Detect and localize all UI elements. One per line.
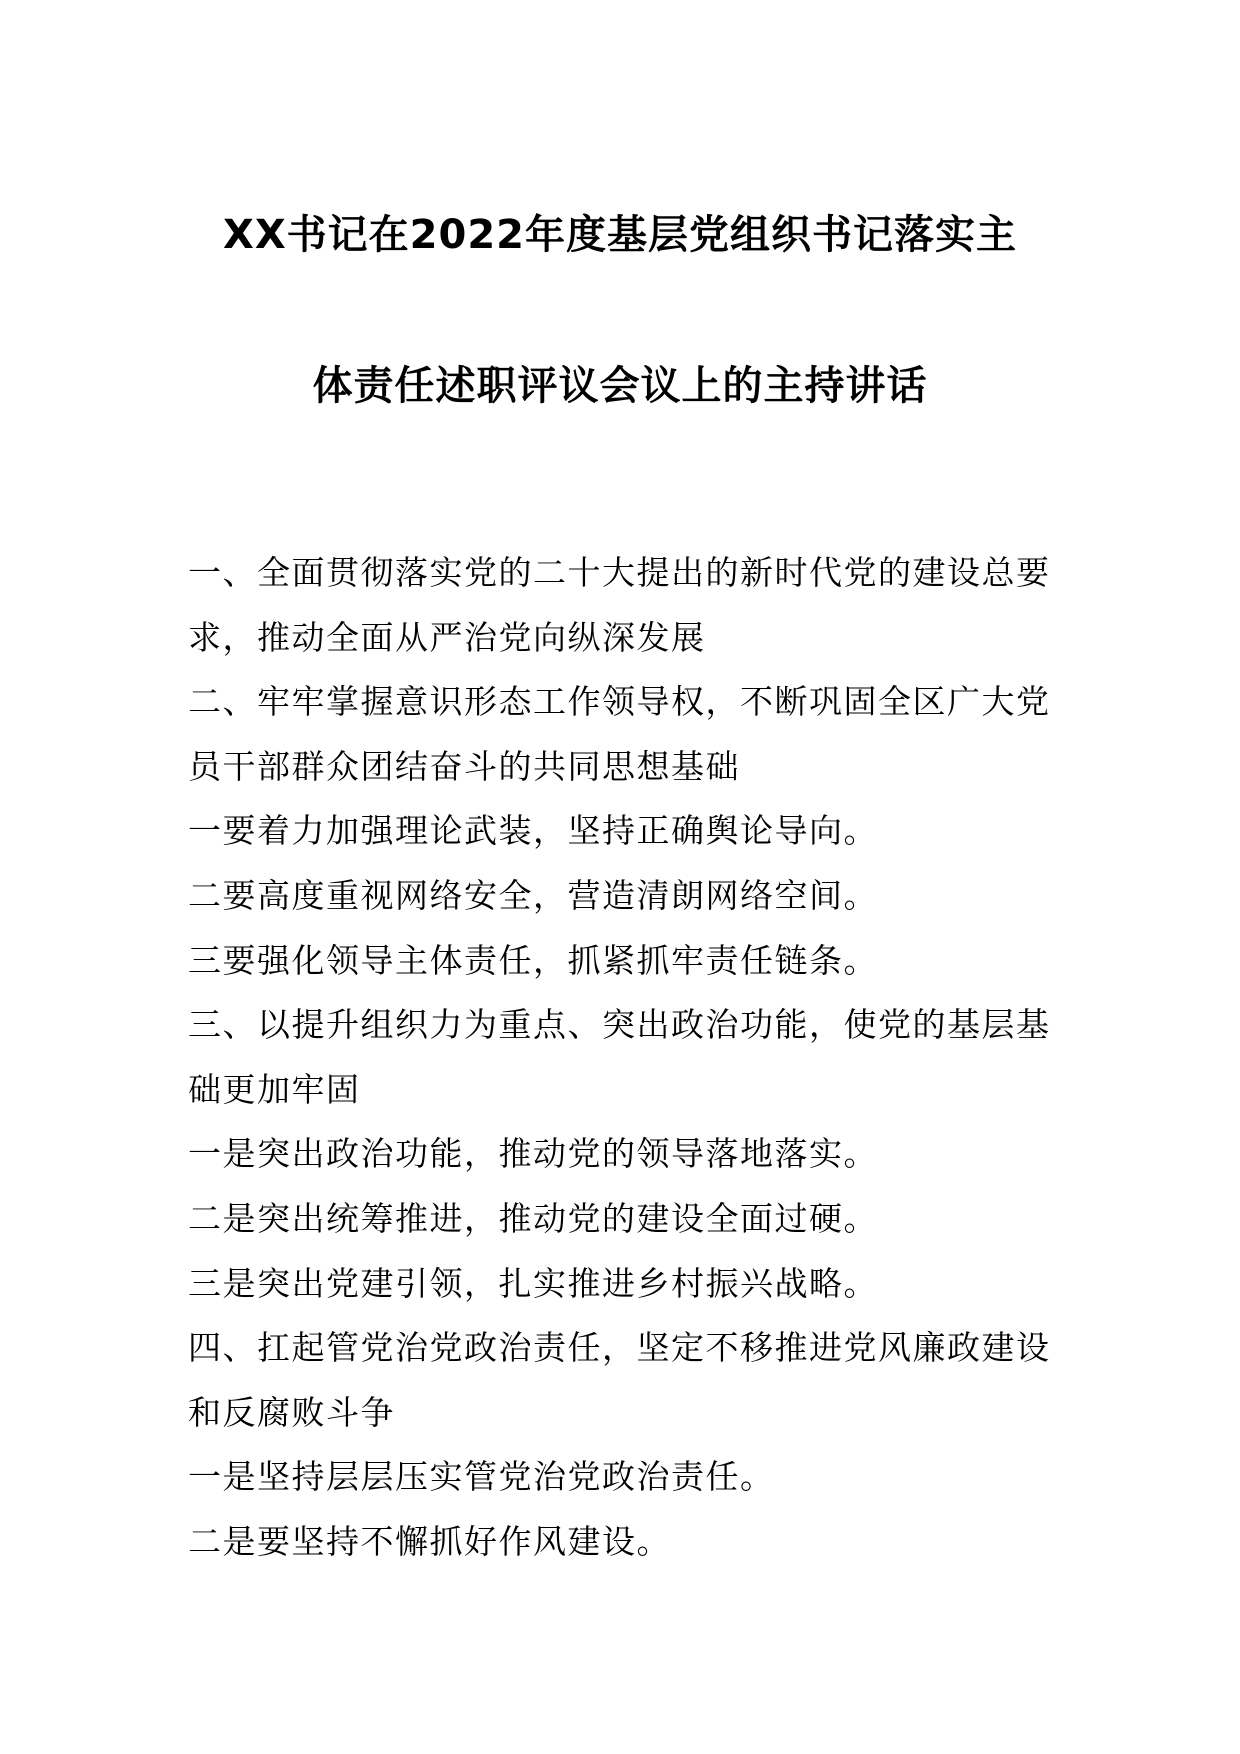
list-item: 二是要坚持不懈抓好作风建设。 bbox=[188, 1521, 671, 1561]
list-item: 三是突出党建引领，扎实推进乡村振兴战略。 bbox=[188, 1263, 878, 1303]
section-heading-3: 三、以提升组织力为重点、突出政治功能，使党的基层基础更加牢固 bbox=[188, 1005, 1051, 1109]
list-item: 二要高度重视网络安全，营造清朗网络空间。 bbox=[188, 875, 878, 915]
list-item: 一是坚持层层压实管党治党政治责任。 bbox=[188, 1457, 775, 1497]
document-body bbox=[188, 541, 1058, 1575]
document-title-line-1: XX书记在2022年度基层党组织书记落实主 bbox=[222, 212, 1017, 258]
section-heading-4: 四、扛起管党治党政治责任，坚定不移推进党风廉政建设和反腐败斗争 bbox=[188, 1328, 1051, 1432]
section-heading-1: 一、全面贯彻落实党的二十大提出的新时代党的建设总要求，推动全面从严治党向纵深发展 bbox=[188, 553, 1051, 657]
list-item: 三要强化领导主体责任，抓紧抓牢责任链条。 bbox=[188, 940, 878, 980]
list-item: 一是突出政治功能，推动党的领导落地落实。 bbox=[188, 1134, 878, 1174]
list-item: 二是突出统筹推进，推动党的建设全面过硬。 bbox=[188, 1198, 878, 1238]
section-heading-2: 二、牢牢掌握意识形态工作领导权，不断巩固全区广大党员干部群众团结奋斗的共同思想基础 bbox=[188, 682, 1051, 786]
list-item: 一要着力加强理论武装，坚持正确舆论导向。 bbox=[188, 811, 878, 851]
document-title-line-2: 体责任述职评议会议上的主持讲话 bbox=[312, 363, 928, 409]
